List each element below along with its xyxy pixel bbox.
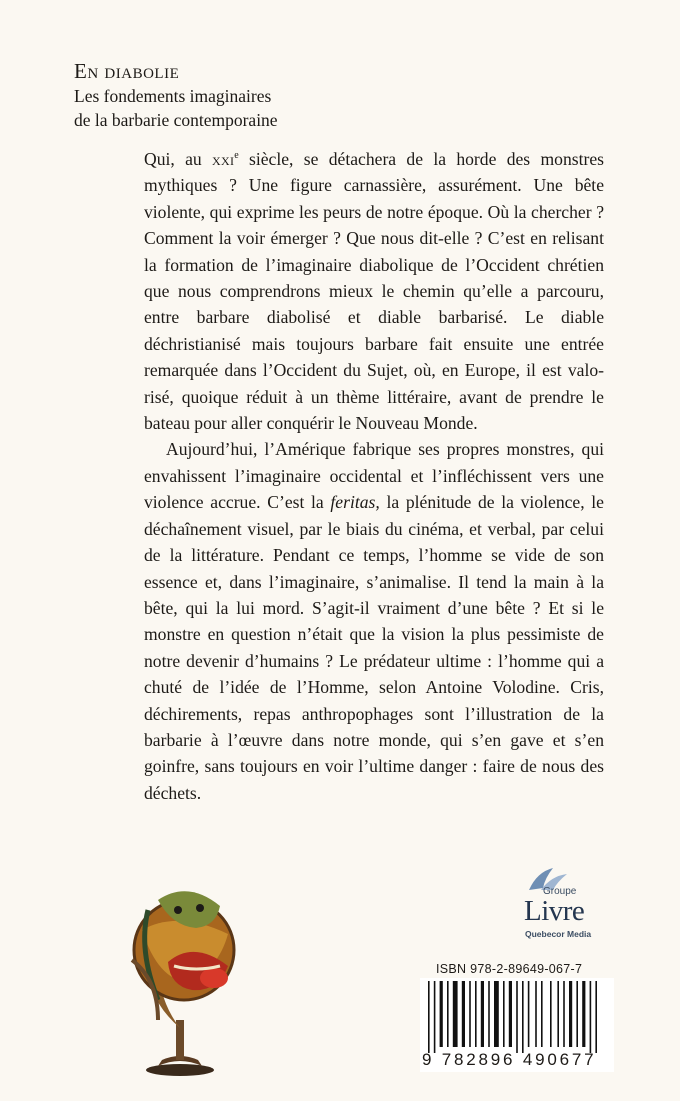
barcode-bar [535,981,537,1047]
barcode-bar [516,981,518,1053]
barcode-bar [563,981,565,1047]
barcode-digits: 9 782896 490677 [422,1050,597,1069]
blurb-paragraph-1 [144,146,604,436]
p1-lead: Qui, au [144,149,213,169]
book-title: En diabolie [74,59,180,83]
publisher-parent: Quebecor Media [525,929,592,939]
barcode-bar [590,981,592,1053]
century-superscript: e [234,150,239,161]
barcode-bar [557,981,559,1047]
blurb-paragraph-2 [144,436,604,806]
barcode-bar [481,981,484,1047]
book-header [74,58,494,132]
book-subtitle-line-1: Les fondements imaginaires [74,86,272,106]
barcode-bar [469,981,471,1047]
book-subtitle-line-2: de la barbarie contemporaine [74,110,278,130]
barcode-bar [576,981,578,1047]
barcode-bar [447,981,449,1047]
barcode-bar [453,981,458,1047]
barcode-bar [434,981,436,1053]
p2-rest: la plénitude de la violence, le déchaînement visuel, par le biais du cinéma, et verbal, par celui de la littérature. Pendant ce temps, l’homme se vide de son essence et, dans l’imaginaire, s’animalise. Il tend la main à la bête, qui la lui mord. S’agit-il vraiment d’une bête ? Et si le monstre en question n’était que la vision la plus pessimiste de notre devenir d’humains ? Le prédateur ultime : l’homme qui a chuté de l’idée de l’Homme, selon Antoine Volodine. Cris, déchirements, repas anthropophages sont l’illustration de la barbarie à l’œuvre dans notre monde, qui s’en gave et s’en goinfre, sans toujours en voir l’ultime danger : faire de nous des déchets. [144,492,604,803]
barcode-bar [550,981,552,1047]
barcode-bar [595,981,597,1053]
monster-globe-illustration [118,870,248,1080]
barcode-bar [569,981,572,1047]
barcode-bar [503,981,505,1047]
p2-lead: Aujourd’hui, l’Amérique fabrique ses propres monstres, qui envahissent l’imaginaire occidental et l’infléchissent vers une violence accrue. C’est la [144,439,604,513]
barcode-bar [509,981,512,1047]
barcode-bars [426,981,608,1053]
publisher-name: Livre [524,895,585,927]
barcode-bar [541,981,543,1047]
feritas-italic: feritas, [330,492,380,513]
barcode-bar [475,981,477,1047]
barcode-bar [440,981,443,1047]
blurb-text [144,146,604,806]
isbn-label: ISBN 978-2-89649-067-7 [436,962,583,976]
barcode-bar [528,981,530,1047]
barcode-bar [462,981,465,1047]
barcode [420,978,614,1072]
barcode-bar [522,981,524,1053]
barcode-bar [494,981,499,1047]
barcode-bar [428,981,430,1053]
publisher-group-label: Groupe [543,886,577,897]
p1-rest: siècle, se détachera de la horde des monstres mythiques ? Une figure carnassière, assurément. Une bête violente, qui exprime les peurs de notre époque. Où la chercher ? Comment la voir émerger ? Que nous dit-elle ? C’est en relisant la formation de l’imaginaire diabolique de l’Occident chrétien que nous comprendrons mieux le chemin qu’elle a parcouru, entre barbare diabolisé et diable barbarisé. Le diable déchristianisé mais toujours barbare fait ensuite une entrée remarquée dans l’Occident du Sujet, où, en Europe, il est valorisé, quoique réduit à un thème littéraire, avant de prendre le bateau pour aller conquérir le Nouveau Monde. [144,149,604,434]
publisher-logo [505,866,601,952]
century-numeral: xxi [212,149,235,169]
barcode-bar [488,981,490,1047]
barcode-bar [582,981,585,1047]
